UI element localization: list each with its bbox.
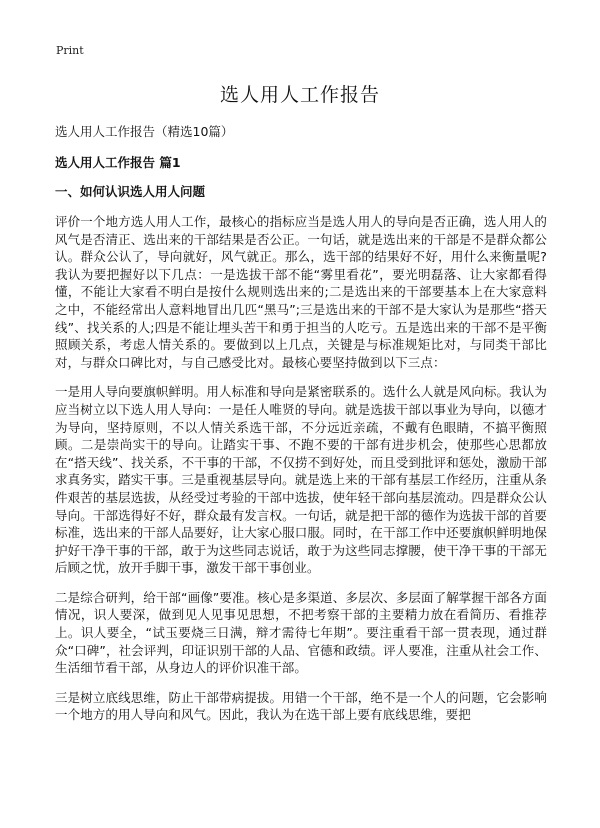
paragraph-4: 三是树立底线思维，防止干部带病提拔。用错一个干部，绝不是一个人的问题，它会影响一个地方的用人导向和风气。因此，我认为在选干部上要有底线思维，要把 (55, 689, 547, 723)
article-heading: 选人用人工作报告 篇1 (55, 155, 181, 170)
page-title: 选人用人工作报告 (219, 84, 380, 106)
paragraph-3: 二是综合研判，给干部“画像”要准。核心是多渠道、多层次、多层面了解掌握干部各方面情况，识人要深，做到见人见事见思想，不把考察干部的主要精力放在看简历、看推荐上。识人要全，“试玉要烧三日满，辩才需待七年期”。要注重看干部一贯表现，通过群众“口碑”，社会评判，印证识别干部的人品、官德和政绩。评人要准，注重从社会工作、生活细节看干部，从身边人的评价识准干部。 (55, 589, 547, 676)
document-body (55, 124, 547, 736)
paragraph-2: 一是用人导向要旗帜鲜明。用人标准和导向是紧密联系的。选什么人就是风向标。我认为应当树立以下选人用人导向：一是任人唯贤的导向。就是选拔干部以事业为导向，以德才为导向，坚持原则，不以人情关系选干部，不分远近亲疏，不戴有色眼睛，不搞平衡照顾。二是崇尚实干的导向。让踏实干事、不跑不要的干部有进步机会，使那些心思都放在“搭天线”、找关系，不干事的干部，不仅捞不到好处，而且受到批评和惩处，激励干部求真务实，踏实干事。三是重视基层导向。就是选上来的干部有基层工作经历，注重从条件艰苦的基层选拔，从经受过考验的干部中选拔，使年轻干部向基层流动。四是群众公认导向。干部选得好不好，群众最有发言权。一句话，就是把干部的德作为选拔干部的首要标准，选出来的干部人品要好，让大家心服口服。同时，在干部工作中还要旗帜鲜明地保护好干净干事的干部，敢于为这些同志说话，敢于为这些同志撑腰，使干净干事的干部无后顾之忧，放开手脚干事，激发干部干事创业。 (55, 384, 547, 576)
section-heading: 一、如何认识选人用人问题 (55, 184, 206, 199)
document-subtitle: 选人用人工作报告（精选10篇） (55, 124, 234, 139)
paragraph-1: 评价一个地方选人用人工作，最核心的指标应当是选人用人的导向是否正确，选人用人的风气是否清正、选出来的干部结果是否公正。一句话，就是选出来的干部是不是群众都公认。群众公认了，导向就好，风气就正。那么，选干部的结果好不好，用什么来衡量呢?我认为要把握好以下几点：一是选拔干部不能“雾里看花”，要光明磊落、让大家都看得懂，不能让大家看不明白是按什么规则选出来的;二是选出来的干部要基本上在大家意料之中，不能经常出人意料地冒出几匹“黑马”;三是选出来的干部不是大家认为是那些“搭天线”、找关系的人;四是不能让埋头苦干和勇于担当的人吃亏。五是选出来的干部不是平衡照顾关系，考虑人情关系的。要做到以上几点，关键是与标准规矩比对，与同类干部比对，与群众口碑比对，与自己感受比对。最核心要坚持做到以下三点： (55, 214, 547, 370)
print-link[interactable]: Print (56, 44, 84, 57)
